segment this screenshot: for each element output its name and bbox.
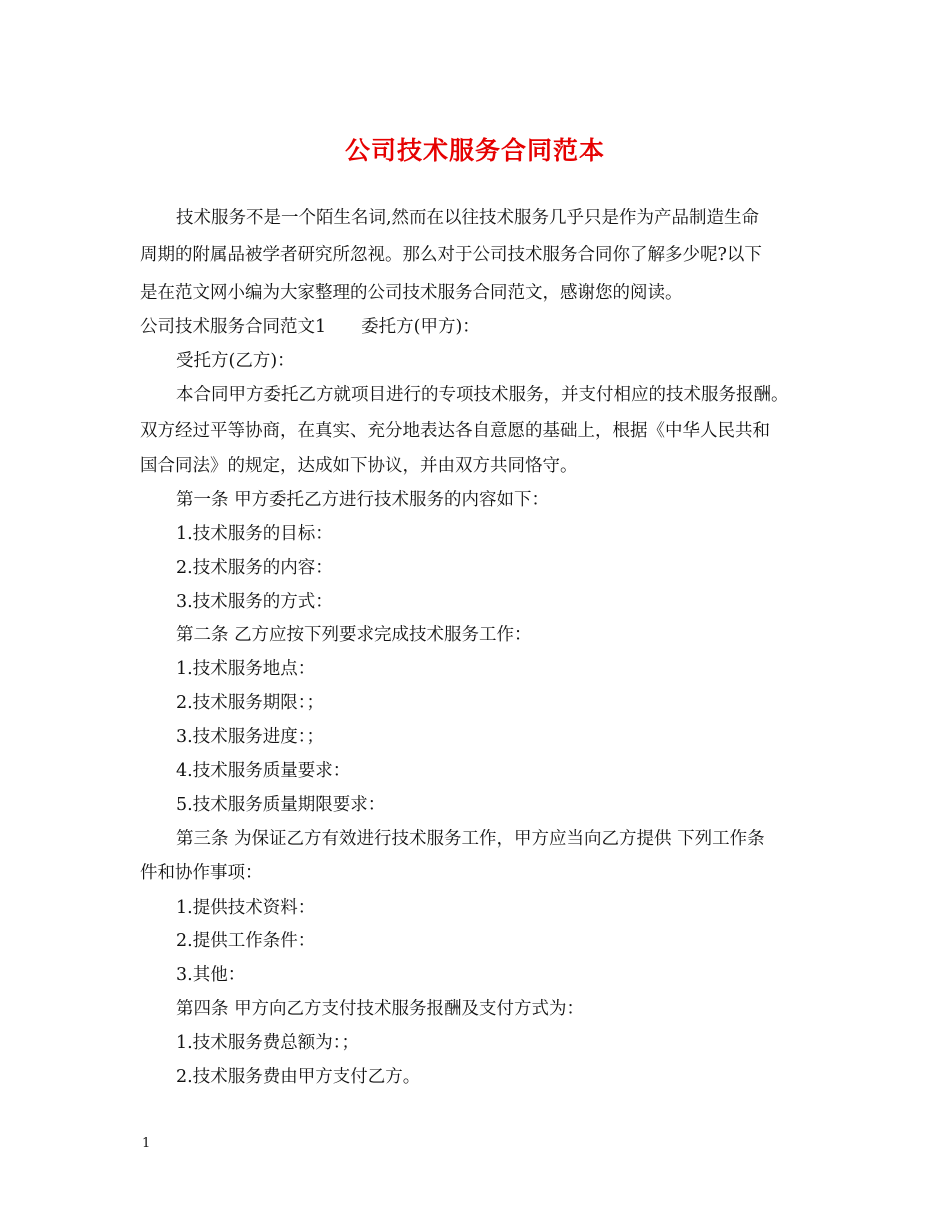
list-item: 2.技术服务期限：；	[176, 693, 324, 713]
paragraph-line: 受托方(乙方)：	[176, 351, 295, 371]
document-title: 公司技术服务合同范本	[344, 136, 605, 165]
list-item: 1.技术服务地点：	[176, 659, 316, 679]
article-heading: 第四条 甲方向乙方支付技术服务报酬及支付方式为：	[176, 999, 585, 1019]
list-item: 4.技术服务质量要求：	[176, 761, 351, 781]
list-item: 5.技术服务质量期限要求：	[176, 795, 386, 815]
list-item: 3.其他：	[176, 965, 246, 985]
list-item: 2.技术服务费由甲方支付乙方。	[176, 1067, 421, 1087]
list-item: 3.技术服务进度：；	[176, 727, 324, 747]
paragraph-line: 是在范文网小编为大家整理的公司技术服务合同范文，感谢您的阅读。	[140, 283, 683, 303]
paragraph-line: 双方经过平等协商，在真实、充分地表达各自意愿的基础上，根据《中华人民共和	[140, 421, 770, 441]
list-item: 1.技术服务的目标：	[176, 524, 333, 544]
paragraph-line: 技术服务不是一个陌生名词,然而在以往技术服务几乎只是作为产品制造生命	[176, 208, 760, 228]
list-item: 3.技术服务的方式：	[176, 592, 333, 612]
article-heading: 第二条 乙方应按下列要求完成技术服务工作：	[176, 625, 532, 645]
page-number: 1	[142, 1136, 151, 1151]
paragraph-line: 国合同法》的规定，达成如下协议，并由双方共同恪守。	[140, 456, 578, 476]
paragraph-line: 本合同甲方委托乙方就项目进行的专项技术服务，并支付相应的技术服务报酬。	[176, 385, 789, 405]
paragraph-line: 公司技术服务合同范文1 委托方(甲方)：	[140, 317, 480, 337]
paragraph-line: 周期的附属品被学者研究所忽视。那么对于公司技术服务合同你了解多少呢?以下	[140, 245, 762, 265]
article-heading: 第一条 甲方委托乙方进行技术服务的内容如下：	[176, 490, 550, 510]
list-item: 1.技术服务费总额为：；	[176, 1033, 359, 1053]
paragraph-line: 件和协作事项：	[140, 863, 263, 883]
list-item: 2.技术服务的内容：	[176, 558, 333, 578]
list-item: 2.提供工作条件：	[176, 931, 316, 951]
list-item: 1.提供技术资料：	[176, 898, 316, 918]
article-heading: 第三条 为保证乙方有效进行技术服务工作，甲方应当向乙方提供 下列工作条	[176, 829, 765, 849]
